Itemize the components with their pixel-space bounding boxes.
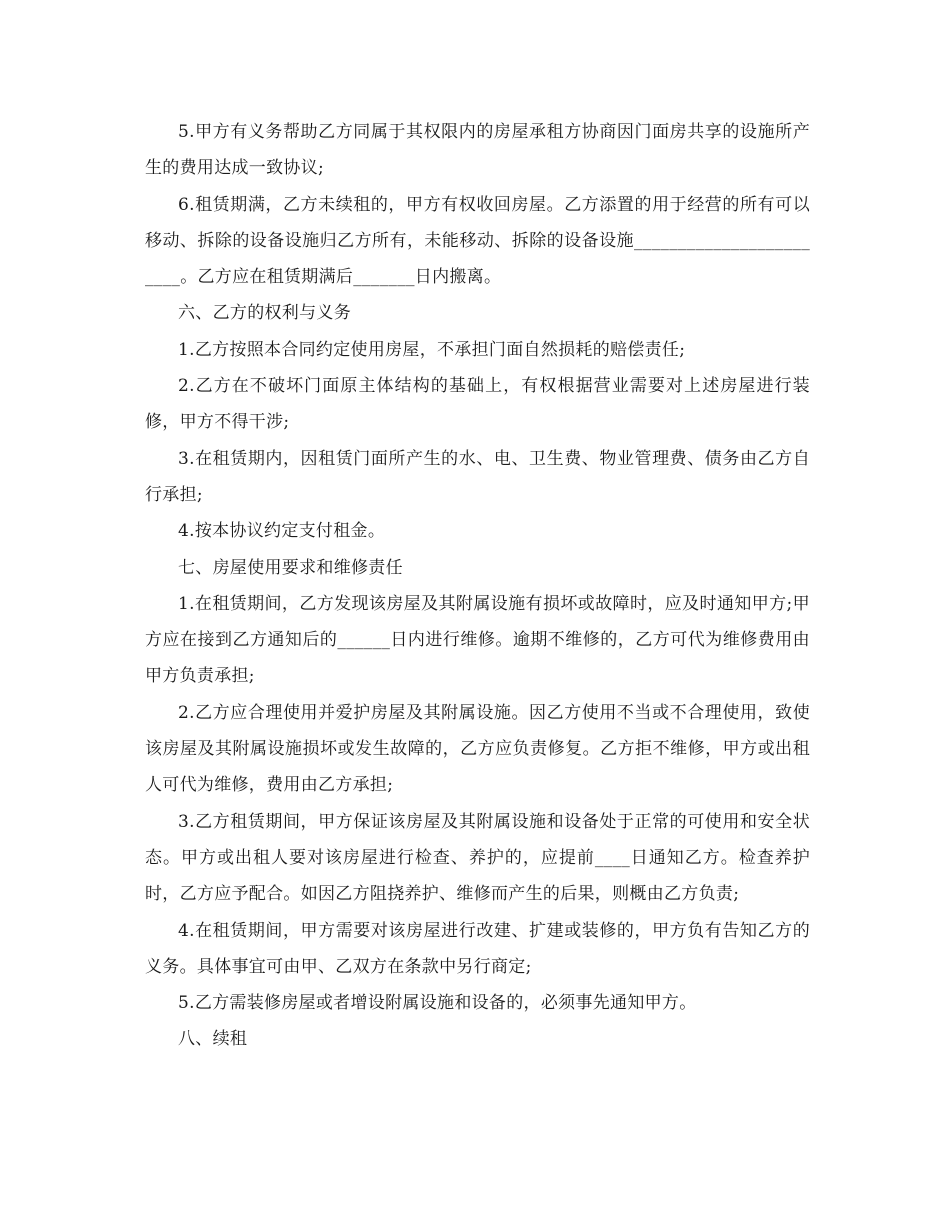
repair-clause-5: 5.乙方需装修房屋或者增设附属设施和设备的，必须事先通知甲方。 — [178, 993, 697, 1014]
tenant-clause-4: 4.按本协议约定支付租金。 — [178, 521, 386, 542]
document-body — [145, 114, 810, 1058]
repair-clause-4: 4.在租赁期间，甲方需要对该房屋进行改建、扩建或装修的，甲方负有告知乙方的义务。具体事宜可由甲、乙双方在条款中另行商定; — [145, 920, 810, 977]
clause-5-shared-facilities-fees: 5.甲方有义务帮助乙方同属于其权限内的房屋承租方协商因门面房共享的设施所产生的费用达成一致协议; — [145, 122, 810, 179]
section-heading-renewal: 八、续租 — [178, 1029, 248, 1050]
section-heading-tenant-rights: 六、乙方的权利与义务 — [178, 303, 351, 324]
tenant-clause-3: 3.在租赁期内，因租赁门面所产生的水、电、卫生费、物业管理费、债务由乙方自行承担; — [145, 448, 810, 505]
clause-6-lease-expiry: 6.租赁期满，乙方未续租的，甲方有权收回房屋。乙方添置的用于经营的所有可以移动、拆除的设备设施归乙方所有，未能移动、拆除的设备设施________________________。乙方应在租赁期满后_______日内搬离。 — [145, 194, 810, 288]
repair-clause-2: 2.乙方应合理使用并爱护房屋及其附属设施。因乙方使用不当或不合理使用，致使该房屋及其附属设施损坏或发生故障的，乙方应负责修复。乙方拒不维修，甲方或出租人可代为维修，费用由乙方承担; — [145, 702, 810, 796]
section-heading-use-and-repair: 七、房屋使用要求和维修责任 — [178, 557, 403, 578]
tenant-clause-2: 2.乙方在不破坏门面原主体结构的基础上，有权根据营业需要对上述房屋进行装修，甲方不得干涉; — [145, 376, 810, 433]
tenant-clause-1: 1.乙方按照本合同约定使用房屋，不承担门面自然损耗的赔偿责任; — [178, 339, 686, 360]
repair-clause-3: 3.乙方租赁期间，甲方保证该房屋及其附属设施和设备处于正常的可使用和安全状态。甲方或出租人要对该房屋进行检查、养护的，应提前____日通知乙方。检查养护时，乙方应予配合。如因乙方阻挠养护、维修而产生的后果，则概由乙方负责; — [145, 811, 810, 905]
repair-clause-1: 1.在租赁期间，乙方发现该房屋及其附属设施有损坏或故障时，应及时通知甲方;甲方应在接到乙方通知后的______日内进行维修。逾期不维修的，乙方可代为维修费用由甲方负责承担; — [145, 593, 810, 687]
